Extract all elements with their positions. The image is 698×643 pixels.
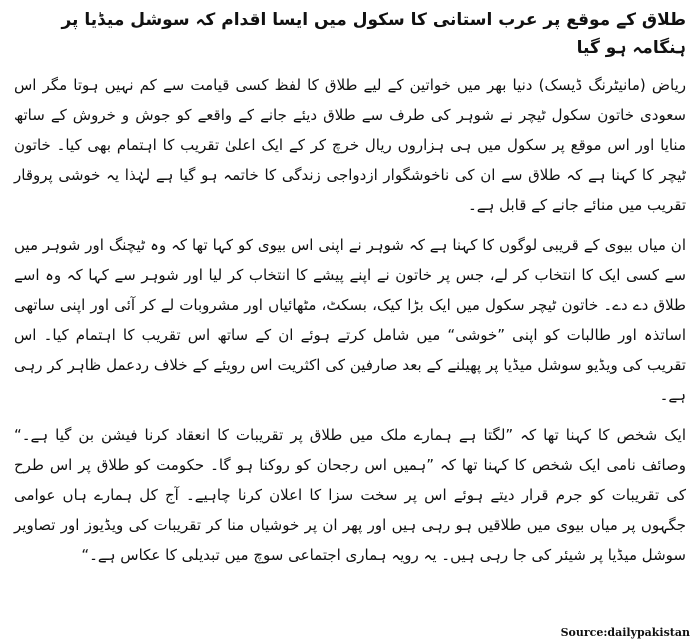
article-paragraph-1: ریاض (مانیٹرنگ ڈیسک) دنیا بھر میں خواتین کے لیے طلاق کا لفظ کسی قیامت سے کم نہیں ہوتا مگر اس سعودی خاتون سکول ٹیچر نے شوہر کی طرف سے طلاق دیئے جانے کے واقعے کو جوش و خروش کے ساتھ منایا اور اس موقع پر سکول میں ہی ہزاروں ریال خرچ کر کے ایک اعلیٰ تقریب کا اہتمام بھی کیا۔ خاتون ٹیچر کا کہنا ہے کہ طلاق سے ان کی ناخوشگوار ازدواجی زندگی کا خاتمہ ہو گیا ہے لہٰذا یہ خوشی پروقار تقریب میں منائے جانے کے قابل ہے۔ — [14, 76, 686, 214]
article-headline: طلاق کے موقع پر عرب استانی کا سکول میں ایسا اقدام کہ سوشل میڈیا پر ہنگامہ ہو گیا — [61, 10, 686, 58]
news-article — [14, 6, 686, 580]
article-paragraph-2: ان میاں بیوی کے قریبی لوگوں کا کہنا ہے کہ شوہر نے اپنی اس بیوی کو کہا تھا کہ وہ ٹیچنگ اور شوہر میں سے کسی ایک کا انتخاب کر لے، جس پر خاتون نے اپنے پیشے کا انتخاب کر لیا اور شوہر سے کہا کہ وہ اسے طلاق دے دے۔ خاتون ٹیچر سکول میں ایک بڑا کیک، بسکٹ، مٹھائیاں اور مشروبات لے کر آئی اور اپنی ساتھی اساتذہ اور طالبات کو اپنی ”خوشی“ میں شامل کرتے ہوئے ان کے ساتھ اس تقریب کا اہتمام کیا۔ اس تقریب کی ویڈیو سوشل میڈیا پر پھیلنے کے بعد صارفین کی اکثریت اس رویئے کے خلاف ردعمل ظاہر کر رہی ہے۔ — [14, 236, 686, 404]
article-paragraph-3: ایک شخص کا کہنا تھا کہ ”لگتا ہے ہمارے ملک میں طلاق پر تقریبات کا انعقاد کرنا فیشن بن گیا ہے۔“ وصائف نامی ایک شخص کا کہنا تھا کہ ”ہمیں اس رجحان کو روکنا ہو گا۔ حکومت کو طلاق پر اس طرح کی تقریبات کو جرم قرار دیتے ہوئے اس پر سخت سزا کا اعلان کرنا چاہیے۔ آج کل ہمارے ہاں عوامی جگہوں پر میاں بیوی میں طلاقیں ہو رہی ہیں اور پھر ان پر خوشیاں منا کر تقریبات کی ویڈیوز اور تصاویر سوشل میڈیا پر شیئر کی جا رہی ہیں۔ یہ رویہ ہماری اجتماعی سوچ میں تبدیلی کا عکاس ہے۔“ — [14, 426, 686, 564]
source-credit: Source:dailypakistan — [560, 626, 690, 639]
